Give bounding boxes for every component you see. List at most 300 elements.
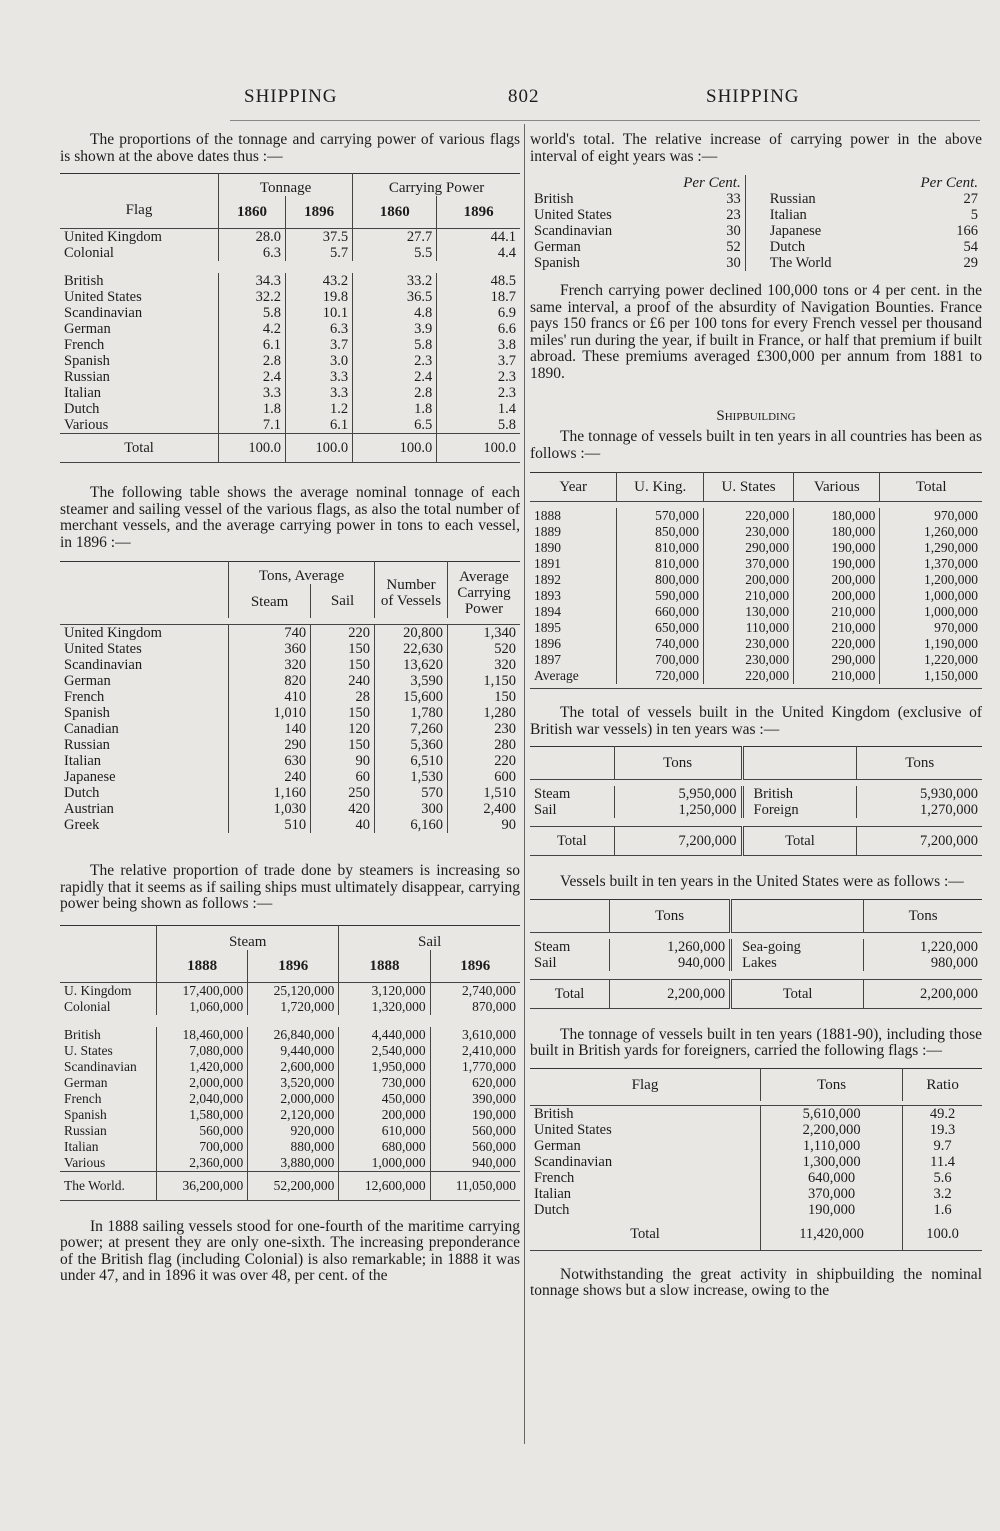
cell-value: 4.4 (437, 245, 520, 261)
cell-value: 2,600,000 (248, 1059, 339, 1075)
table-row (60, 657, 520, 673)
cell-value: 1.2 (286, 401, 353, 417)
cell-value: 800,000 (617, 572, 704, 588)
cell-value: 730,000 (339, 1075, 430, 1091)
row-label: Italian (64, 753, 102, 769)
cell-value: 1,200,000 (880, 572, 982, 588)
average-tonnage-table (60, 561, 520, 833)
section-heading: Shipbuilding (716, 408, 796, 424)
row-label: Scandinavian (64, 657, 143, 673)
cell-value: 820 (229, 673, 311, 689)
table-row (60, 689, 520, 705)
flags-tonnage-table (530, 1068, 982, 1251)
cell-value: 2.8 (219, 353, 286, 369)
row-label: 1890 (534, 540, 561, 555)
total-label: Total (742, 827, 857, 856)
cell-value: 1,010 (229, 705, 311, 721)
table-row (530, 604, 982, 620)
uk-vessels-table (530, 746, 982, 856)
cell-value: 5.6 (903, 1170, 982, 1186)
row-label: French (64, 337, 105, 353)
cell-value: 3.0 (286, 353, 353, 369)
year-header: 1888 (339, 950, 430, 983)
cell-value: 1,160 (229, 785, 311, 801)
total-row (530, 827, 982, 856)
row-label: Scandinavian (64, 305, 143, 321)
row-label: French (64, 689, 105, 705)
cell-value: 7.1 (219, 417, 286, 434)
cell-value: 1,220,000 (880, 652, 982, 668)
col-header-blank (530, 899, 610, 932)
cell-value: 3,610,000 (430, 1027, 520, 1043)
cell-value: 40 (311, 817, 375, 833)
row-label: 1893 (534, 588, 561, 603)
total-row (530, 1218, 982, 1251)
cell-value: 220 (311, 625, 375, 642)
flag-proportions-table (60, 173, 520, 463)
cell-value: 220,000 (704, 668, 794, 684)
table-row (60, 229, 520, 246)
cell-value: 20,800 (375, 625, 448, 642)
cell-value: 48.5 (437, 273, 520, 289)
cell-value: 22,630 (375, 641, 448, 657)
cell-value: 27 (963, 191, 978, 207)
cell-value: 5,610,000 (761, 1105, 903, 1122)
row-label: Steam (534, 786, 571, 802)
row-label: 1894 (534, 604, 561, 619)
row-label: 1897 (534, 652, 561, 667)
cell-value: 410 (229, 689, 311, 705)
cell-value: 180,000 (794, 508, 880, 524)
table-row (60, 434, 520, 463)
table-row (60, 273, 520, 289)
cell-value: 4.8 (353, 305, 437, 321)
cell-value: 1,190,000 (880, 636, 982, 652)
row-label: Russian (64, 737, 110, 753)
row-label: Sea-going (731, 939, 864, 955)
cell-value: 1,000,000 (339, 1155, 430, 1172)
row-label: German (534, 239, 581, 255)
cell-value: 2.4 (219, 369, 286, 385)
table-row (60, 1091, 520, 1107)
cell-value: 570 (375, 785, 448, 801)
col-header: U. States (704, 473, 794, 502)
total-value: 7,200,000 (614, 827, 742, 856)
cell-value: 2.3 (353, 353, 437, 369)
row-label: 1889 (534, 524, 561, 539)
col-header-tons: Tons (614, 747, 742, 780)
row-label: United States (534, 1121, 612, 1138)
table-row (530, 1186, 982, 1202)
cell-value: 5,950,000 (614, 786, 742, 802)
table-row (530, 191, 982, 207)
cell-value: 1,510 (448, 785, 521, 801)
total-row (530, 979, 982, 1008)
row-label: German (64, 1074, 108, 1090)
row-label: Average (534, 668, 579, 683)
cell-value: 6.6 (437, 321, 520, 337)
cell-value: 1,150,000 (880, 668, 982, 684)
cell-value: 560,000 (157, 1123, 248, 1139)
cell-value: 2,000,000 (157, 1075, 248, 1091)
cell-value: 1,250,000 (614, 802, 742, 818)
total-label: Total (554, 985, 585, 1002)
cell-value: 1,000,000 (880, 588, 982, 604)
cell-value: 13,620 (375, 657, 448, 673)
cell-value: 6.5 (353, 417, 437, 434)
row-label: Dutch (64, 401, 100, 417)
cell-value: 33 (726, 191, 741, 207)
table-row (60, 1123, 520, 1139)
row-label: Japanese (64, 769, 116, 785)
row-label: Russian (745, 191, 923, 207)
cell-value: 10.1 (286, 305, 353, 321)
col-header-tonnage: Tonnage (219, 174, 353, 197)
cell-value: 30 (726, 255, 741, 271)
cell-value: 43.2 (286, 273, 353, 289)
cell-value: 1,720,000 (248, 999, 339, 1015)
cell-value: 17,400,000 (157, 982, 248, 999)
running-head-right: SHIPPING (706, 86, 800, 107)
table-row (60, 1075, 520, 1091)
cell-value: 18,460,000 (157, 1027, 248, 1043)
table-row (530, 239, 982, 255)
col-header-tons-average: Tons, Average (229, 562, 375, 585)
table-row (60, 305, 520, 321)
cell-value: 33.2 (353, 273, 437, 289)
cell-value: 1,420,000 (157, 1059, 248, 1075)
row-label: 1892 (534, 572, 561, 587)
cell-value: 290,000 (704, 540, 794, 556)
cell-value: 3.3 (286, 385, 353, 401)
cell-value: 210,000 (794, 620, 880, 636)
cell-value: 190,000 (794, 556, 880, 572)
cell-value: 1,260,000 (880, 524, 982, 540)
cell-value: 920,000 (248, 1123, 339, 1139)
paragraph: The relative proportion of trade done by steamers is increasing so rapidly that it seems as if sailing ships must ultimately disappear, carrying power being shown as follows :— (60, 862, 520, 912)
cell-value: 3.7 (437, 353, 520, 369)
cell-value: 150 (311, 641, 375, 657)
cell-value: 2.3 (437, 385, 520, 401)
header-row (530, 899, 982, 932)
cell-value: 1.8 (353, 401, 437, 417)
table-row (530, 939, 982, 955)
total-value: 100.0 (903, 1218, 982, 1251)
row-label: Italian (534, 1185, 572, 1202)
col-header-blank (530, 747, 614, 780)
cell-value: 60 (311, 769, 375, 785)
cell-value: 600 (448, 769, 521, 785)
total-value: 11,420,000 (761, 1218, 903, 1251)
paragraph: In 1888 sailing vessels stood for one-fourth of the maritime carrying power; at present they are only one-sixth. The increasing preponderance of the British flag (including Colonial) is also remarkable; in 1888 it was under 47, and in 1896 it was over 48, per cent. of the (60, 1217, 520, 1284)
cell-value: 190,000 (430, 1107, 520, 1123)
cell-value: 370,000 (761, 1186, 903, 1202)
col-header-steam: Steam (157, 925, 339, 950)
table-row (60, 1107, 520, 1123)
cell-value: 1,370,000 (880, 556, 982, 572)
cell-value: 34.3 (219, 273, 286, 289)
cell-value: 220,000 (794, 636, 880, 652)
cell-value: 26,840,000 (248, 1027, 339, 1043)
col-header-blank (742, 747, 857, 780)
cell-value: 1,290,000 (880, 540, 982, 556)
table-row (60, 289, 520, 305)
cell-value: 630 (229, 753, 311, 769)
row-label: German (64, 673, 111, 689)
cell-value: 3,590 (375, 673, 448, 689)
cell-value: 4,440,000 (339, 1027, 430, 1043)
row-label: German (534, 1137, 581, 1154)
column-divider (524, 124, 525, 1444)
cell-value: 1,150 (448, 673, 521, 689)
cell-value: 1,530 (375, 769, 448, 785)
cell-value: 1,000,000 (880, 604, 982, 620)
cell-value: 1,260,000 (610, 939, 731, 955)
cell-value: 200,000 (339, 1107, 430, 1123)
total-label: Total (731, 979, 864, 1008)
cell-value: 740 (229, 625, 311, 642)
col-header-sail: Sail (339, 925, 520, 950)
col-header-flag: Flag (60, 174, 219, 229)
table-row (60, 1155, 520, 1172)
cell-value: 100.0 (286, 434, 353, 463)
cell-value: 18.7 (437, 289, 520, 305)
cell-value: 12,600,000 (339, 1171, 430, 1200)
cell-value: 300 (375, 801, 448, 817)
cell-value: 1,340 (448, 625, 521, 642)
cell-value: 220,000 (704, 508, 794, 524)
paragraph: Vessels built in ten years in the United States were as follows :— (560, 873, 964, 890)
cell-value: 100.0 (219, 434, 286, 463)
table-row (60, 353, 520, 369)
table-row (60, 417, 520, 434)
year-header: 1888 (157, 950, 248, 983)
table-row (60, 817, 520, 833)
row-label: Canadian (64, 721, 119, 737)
cell-value: 3.8 (437, 337, 520, 353)
cell-value: 370,000 (704, 556, 794, 572)
cell-value: 130,000 (704, 604, 794, 620)
row-label: Spanish (64, 1106, 107, 1122)
col-header-tons: Tons (610, 899, 731, 932)
cell-value: 32.2 (219, 289, 286, 305)
cell-value: 5.5 (353, 245, 437, 261)
cell-value: 120 (311, 721, 375, 737)
table-row (530, 1138, 982, 1154)
page-number: 802 (508, 86, 540, 107)
cell-value: 6,160 (375, 817, 448, 833)
cell-value: 620,000 (430, 1075, 520, 1091)
year-header: 1860 (219, 196, 286, 229)
table-row (60, 245, 520, 261)
cell-value: 3.2 (903, 1186, 982, 1202)
table-row (530, 524, 982, 540)
cell-value: 250 (311, 785, 375, 801)
cell-value: 3,880,000 (248, 1155, 339, 1172)
cell-value: 1,220,000 (864, 939, 982, 955)
row-label: Japanese (745, 223, 923, 239)
cell-value: 970,000 (880, 508, 982, 524)
cell-value: 2.8 (353, 385, 437, 401)
row-label: The World (745, 255, 923, 271)
cell-value: 1,060,000 (157, 999, 248, 1015)
cell-value: 150 (448, 689, 521, 705)
cell-value: 880,000 (248, 1139, 339, 1155)
table-row (60, 1059, 520, 1075)
cell-value: 150 (311, 705, 375, 721)
cell-value: 1.8 (219, 401, 286, 417)
cell-value: 240 (229, 769, 311, 785)
row-label: United Kingdom (64, 625, 162, 641)
cell-value: 28.0 (219, 229, 286, 246)
row-label: Colonial (64, 245, 114, 261)
row-label: British (742, 786, 857, 802)
cell-value: 166 (956, 223, 978, 239)
cell-value: 560,000 (430, 1123, 520, 1139)
table-row (60, 982, 520, 999)
col-header: Total (880, 473, 982, 502)
cell-value: 180,000 (794, 524, 880, 540)
col-header-flag (60, 925, 157, 982)
cell-value: 23 (726, 207, 741, 223)
row-label: 1888 (534, 508, 561, 523)
cell-value: 290 (229, 737, 311, 753)
cell-value: 360 (229, 641, 311, 657)
cell-value: 7,080,000 (157, 1043, 248, 1059)
cell-value: 2,360,000 (157, 1155, 248, 1172)
cell-value: 1,580,000 (157, 1107, 248, 1123)
cell-value: 6.3 (219, 245, 286, 261)
cell-value: 28 (311, 689, 375, 705)
cell-value: 200,000 (704, 572, 794, 588)
paragraph: The tonnage of vessels built in ten years (1881-90), including those built in British yards for foreigners, carried the following flags :— (530, 1025, 982, 1059)
us-vessels-table (530, 899, 982, 1009)
paragraph: The following table shows the average nominal tonnage of each steamer and sailing vessel of the various flags, as also the total number of merchant vessels, and the average carrying power in tons to each vessel, in 1896 :— (60, 484, 520, 551)
cell-value: 19.3 (903, 1122, 982, 1138)
cell-value: 36.5 (353, 289, 437, 305)
col-header-flag: Flag (631, 1076, 659, 1093)
cell-value: 590,000 (617, 588, 704, 604)
row-label: Scandinavian (534, 223, 613, 239)
year-header: 1896 (437, 196, 520, 229)
cell-value: 810,000 (617, 540, 704, 556)
col-header-flag (60, 562, 229, 619)
total-label: Total (630, 1225, 660, 1242)
col-header-tons: Tons (761, 1068, 903, 1101)
year-header: 1860 (353, 196, 437, 229)
row-label: Various (64, 1154, 106, 1170)
cell-value: 970,000 (880, 620, 982, 636)
cell-value: 230,000 (704, 652, 794, 668)
cell-value: 560,000 (430, 1139, 520, 1155)
cell-value: 3,120,000 (339, 982, 430, 999)
table-row (60, 769, 520, 785)
row-label: Colonial (64, 998, 111, 1014)
row-label: British (64, 273, 104, 289)
cell-value: 720,000 (617, 668, 704, 684)
table-row (60, 1139, 520, 1155)
cell-value: 280 (448, 737, 521, 753)
table-row (60, 801, 520, 817)
cell-value: 980,000 (864, 955, 982, 971)
row-label: Austrian (64, 801, 114, 817)
cell-value: 90 (448, 817, 521, 833)
cell-value: 940,000 (430, 1155, 520, 1172)
col-header-number-vessels: Number of Vessels (375, 562, 448, 619)
table-row (60, 785, 520, 801)
cell-value: 100.0 (353, 434, 437, 463)
cell-value: 5.8 (353, 337, 437, 353)
cell-value: 390,000 (430, 1091, 520, 1107)
cell-value: 210,000 (704, 588, 794, 604)
cell-value: 1,280 (448, 705, 521, 721)
col-header-tons: Tons (864, 899, 982, 932)
steam-sail-table (60, 925, 520, 1201)
cell-value: 19.8 (286, 289, 353, 305)
col-header-sail: Sail (311, 584, 375, 618)
table-row (60, 999, 520, 1015)
cell-value: 610,000 (339, 1123, 430, 1139)
row-label: French (64, 1090, 102, 1106)
cell-value: 810,000 (617, 556, 704, 572)
cell-value: 7,260 (375, 721, 448, 737)
cell-value: 1,780 (375, 705, 448, 721)
header-row (530, 747, 982, 780)
running-head-left: SHIPPING (244, 86, 338, 107)
row-label: 1896 (534, 636, 561, 651)
row-label: United States (64, 641, 142, 657)
spacer (530, 818, 982, 827)
cell-value: 5,930,000 (857, 786, 982, 802)
row-label: Total (124, 440, 154, 456)
cell-value: 2,540,000 (339, 1043, 430, 1059)
cell-value: 940,000 (610, 955, 731, 971)
table-row (60, 641, 520, 657)
cell-value: 140 (229, 721, 311, 737)
cell-value: 9,440,000 (248, 1043, 339, 1059)
table-row (530, 540, 982, 556)
row-label: German (64, 321, 111, 337)
table-row (60, 673, 520, 689)
cell-value: 700,000 (157, 1139, 248, 1155)
cell-value: 190,000 (761, 1202, 903, 1218)
table-row (530, 572, 982, 588)
cell-value: 1,770,000 (430, 1059, 520, 1075)
col-header-carrying-power: Carrying Power (353, 174, 520, 197)
table-row (530, 786, 982, 802)
paragraph: Notwithstanding the great activity in shipbuilding the nominal tonnage shows but a slow increase, owing to the (530, 1265, 982, 1299)
cell-value: 190,000 (794, 540, 880, 556)
year-header: 1896 (248, 950, 339, 983)
cell-value: 740,000 (617, 636, 704, 652)
cell-value: 290,000 (794, 652, 880, 668)
cell-value: 3,520,000 (248, 1075, 339, 1091)
paragraph: The tonnage of vessels built in ten years in all countries has been as follows :— (530, 428, 982, 462)
row-label: Various (64, 417, 109, 433)
table-row (530, 668, 982, 684)
col-header-tons: Tons (857, 747, 982, 780)
cell-value: 210,000 (794, 668, 880, 684)
right-column (530, 132, 982, 1300)
table-row (530, 508, 982, 524)
row-label: Russian (64, 369, 110, 385)
row-label: Scandinavian (64, 1058, 137, 1074)
cell-value: 5.8 (219, 305, 286, 321)
col-header: Year (559, 479, 588, 495)
year-header: 1896 (430, 950, 520, 983)
cell-value: 420 (311, 801, 375, 817)
cell-value: 230 (448, 721, 521, 737)
